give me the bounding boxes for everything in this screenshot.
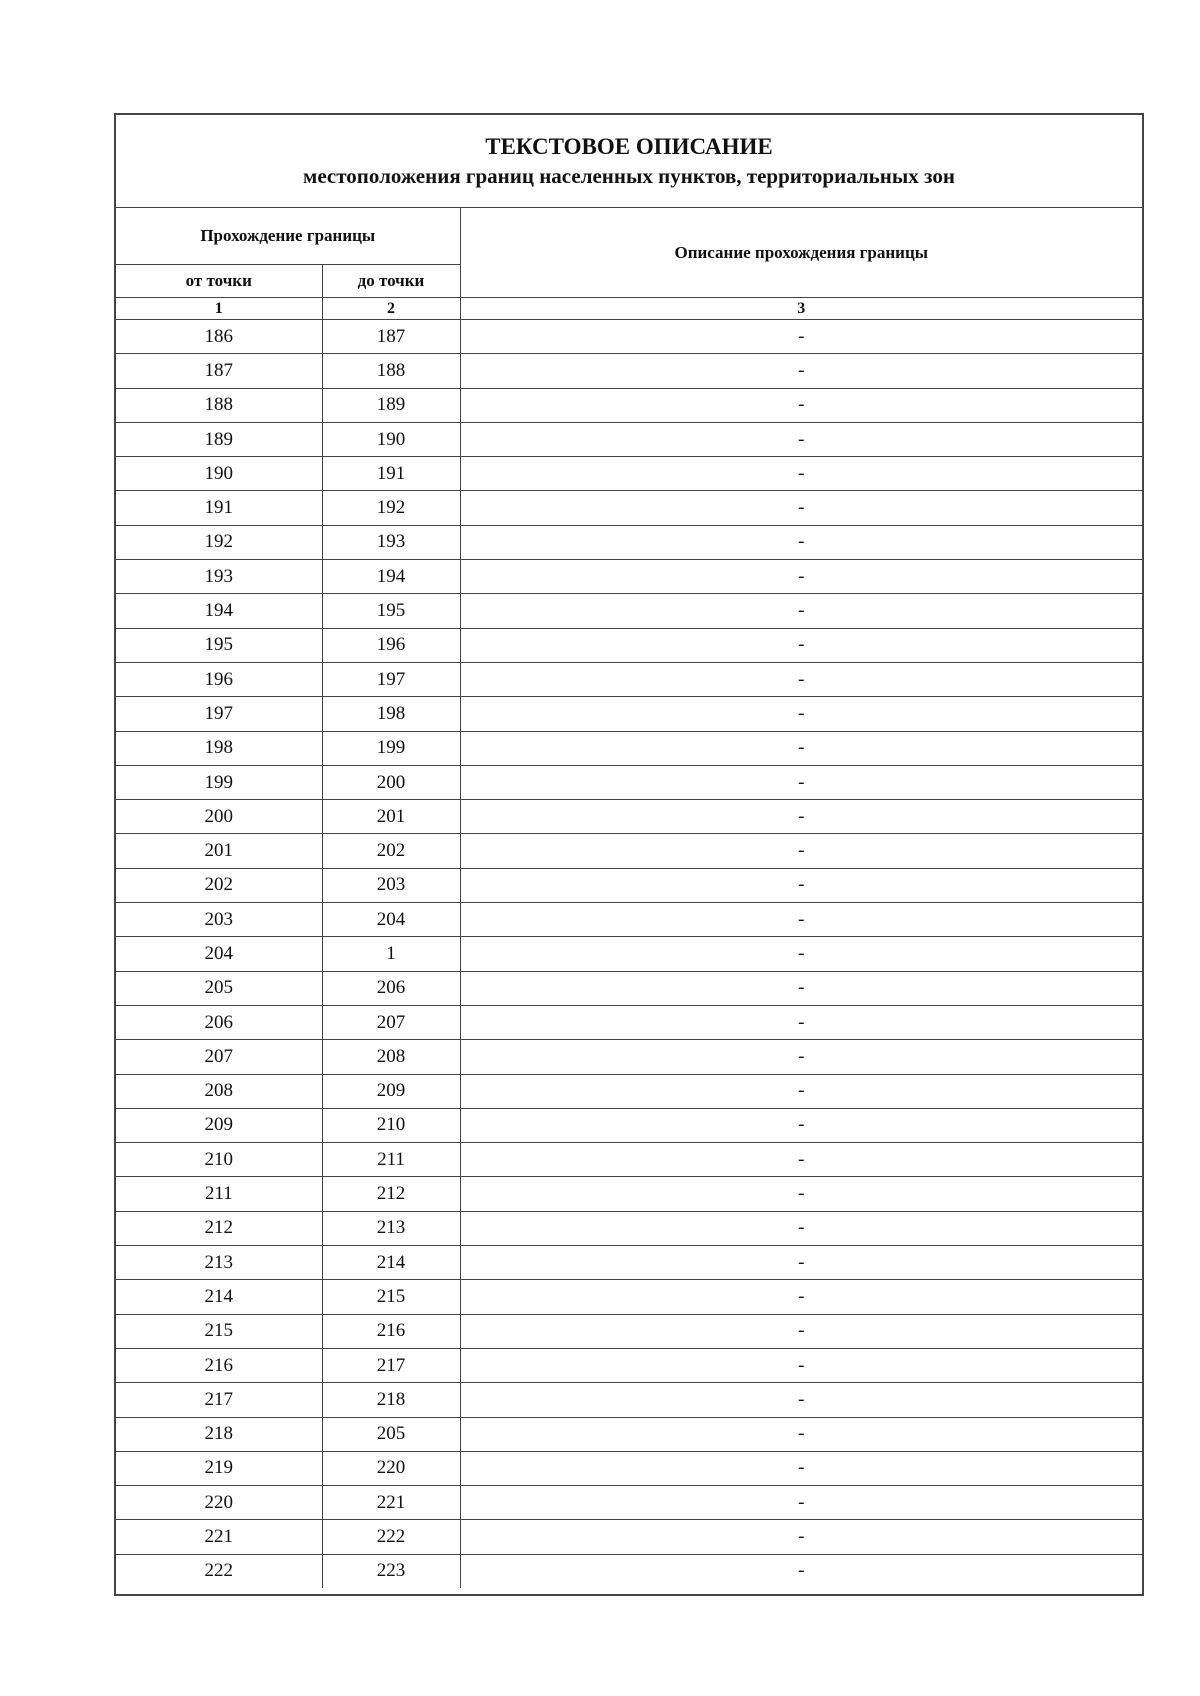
cell-to-point: 200 [322, 765, 460, 799]
cell-to-point: 218 [322, 1383, 460, 1417]
table-row [116, 868, 1142, 902]
cell-description: - [460, 1074, 1142, 1108]
cell-from-point: 214 [116, 1280, 322, 1314]
cell-description: - [460, 662, 1142, 696]
cell-to-point: 223 [322, 1554, 460, 1588]
table-row [116, 903, 1142, 937]
column-number-3: 3 [460, 298, 1142, 320]
cell-from-point: 219 [116, 1451, 322, 1485]
cell-from-point: 216 [116, 1348, 322, 1382]
table-row [116, 320, 1142, 354]
table-row [116, 1486, 1142, 1520]
cell-description: - [460, 1005, 1142, 1039]
document-title: ТЕКСТОВОЕ ОПИСАНИЕ [485, 134, 773, 159]
cell-to-point: 197 [322, 662, 460, 696]
cell-description: - [460, 628, 1142, 662]
table-row [116, 731, 1142, 765]
cell-from-point: 204 [116, 937, 322, 971]
cell-to-point: 1 [322, 937, 460, 971]
table-header [116, 208, 1142, 320]
header-to-point: до точки [322, 265, 460, 298]
table-row [116, 1280, 1142, 1314]
table-row [116, 662, 1142, 696]
cell-to-point: 221 [322, 1486, 460, 1520]
table-row [116, 1451, 1142, 1485]
cell-to-point: 190 [322, 422, 460, 456]
cell-from-point: 198 [116, 731, 322, 765]
cell-description: - [460, 1383, 1142, 1417]
cell-description: - [460, 457, 1142, 491]
table-row [116, 697, 1142, 731]
cell-description: - [460, 1348, 1142, 1382]
cell-from-point: 222 [116, 1554, 322, 1588]
cell-from-point: 205 [116, 971, 322, 1005]
cell-from-point: 197 [116, 697, 322, 731]
table-row [116, 560, 1142, 594]
table-row [116, 594, 1142, 628]
table-row [116, 1177, 1142, 1211]
cell-description: - [460, 697, 1142, 731]
cell-to-point: 195 [322, 594, 460, 628]
cell-from-point: 203 [116, 903, 322, 937]
table-row [116, 525, 1142, 559]
cell-to-point: 222 [322, 1520, 460, 1554]
cell-description: - [460, 422, 1142, 456]
boundary-table [116, 208, 1142, 1588]
cell-description: - [460, 1554, 1142, 1588]
cell-description: - [460, 800, 1142, 834]
cell-description: - [460, 1211, 1142, 1245]
cell-from-point: 201 [116, 834, 322, 868]
table-row [116, 1383, 1142, 1417]
table-row [116, 1074, 1142, 1108]
cell-to-point: 187 [322, 320, 460, 354]
title-block [116, 115, 1142, 208]
table-row [116, 388, 1142, 422]
header-from-point: от точки [116, 265, 322, 298]
cell-to-point: 205 [322, 1417, 460, 1451]
cell-from-point: 199 [116, 765, 322, 799]
cell-description: - [460, 1280, 1142, 1314]
cell-to-point: 191 [322, 457, 460, 491]
cell-to-point: 213 [322, 1211, 460, 1245]
cell-to-point: 211 [322, 1143, 460, 1177]
cell-description: - [460, 731, 1142, 765]
cell-from-point: 189 [116, 422, 322, 456]
cell-description: - [460, 1417, 1142, 1451]
table-row [116, 491, 1142, 525]
cell-description: - [460, 903, 1142, 937]
document-subtitle: местоположения границ населенных пунктов, территориальных зон [303, 164, 955, 188]
table-row [116, 834, 1142, 868]
cell-description: - [460, 1451, 1142, 1485]
table-row [116, 354, 1142, 388]
cell-from-point: 209 [116, 1108, 322, 1142]
cell-to-point: 196 [322, 628, 460, 662]
column-number-1: 1 [116, 298, 322, 320]
cell-to-point: 198 [322, 697, 460, 731]
cell-to-point: 193 [322, 525, 460, 559]
document-frame [114, 113, 1144, 1596]
table-body [116, 320, 1142, 1588]
table-row [116, 1005, 1142, 1039]
table-row [116, 1554, 1142, 1588]
cell-to-point: 220 [322, 1451, 460, 1485]
cell-from-point: 213 [116, 1246, 322, 1280]
table-row [116, 800, 1142, 834]
cell-to-point: 215 [322, 1280, 460, 1314]
cell-description: - [460, 1108, 1142, 1142]
cell-description: - [460, 937, 1142, 971]
cell-to-point: 217 [322, 1348, 460, 1382]
cell-to-point: 199 [322, 731, 460, 765]
table-row [116, 1417, 1142, 1451]
cell-from-point: 202 [116, 868, 322, 902]
cell-to-point: 202 [322, 834, 460, 868]
cell-from-point: 207 [116, 1040, 322, 1074]
cell-from-point: 206 [116, 1005, 322, 1039]
cell-from-point: 196 [116, 662, 322, 696]
cell-from-point: 193 [116, 560, 322, 594]
cell-description: - [460, 594, 1142, 628]
table-row [116, 937, 1142, 971]
cell-from-point: 195 [116, 628, 322, 662]
cell-description: - [460, 1486, 1142, 1520]
cell-to-point: 194 [322, 560, 460, 594]
cell-to-point: 209 [322, 1074, 460, 1108]
cell-to-point: 204 [322, 903, 460, 937]
cell-description: - [460, 525, 1142, 559]
cell-from-point: 188 [116, 388, 322, 422]
cell-description: - [460, 320, 1142, 354]
table-row [116, 1314, 1142, 1348]
cell-description: - [460, 1520, 1142, 1554]
cell-to-point: 188 [322, 354, 460, 388]
header-description: Описание прохождения границы [460, 208, 1142, 298]
cell-from-point: 220 [116, 1486, 322, 1520]
cell-to-point: 206 [322, 971, 460, 1005]
cell-description: - [460, 868, 1142, 902]
table-row [116, 1348, 1142, 1382]
cell-description: - [460, 560, 1142, 594]
cell-from-point: 186 [116, 320, 322, 354]
cell-description: - [460, 1143, 1142, 1177]
cell-to-point: 214 [322, 1246, 460, 1280]
cell-from-point: 217 [116, 1383, 322, 1417]
cell-from-point: 218 [116, 1417, 322, 1451]
cell-to-point: 192 [322, 491, 460, 525]
cell-from-point: 187 [116, 354, 322, 388]
cell-to-point: 216 [322, 1314, 460, 1348]
cell-to-point: 189 [322, 388, 460, 422]
table-row [116, 422, 1142, 456]
cell-from-point: 211 [116, 1177, 322, 1211]
table-row [116, 457, 1142, 491]
cell-from-point: 212 [116, 1211, 322, 1245]
cell-description: - [460, 388, 1142, 422]
cell-from-point: 200 [116, 800, 322, 834]
cell-description: - [460, 1040, 1142, 1074]
cell-from-point: 192 [116, 525, 322, 559]
table-row [116, 1108, 1142, 1142]
cell-from-point: 221 [116, 1520, 322, 1554]
cell-to-point: 203 [322, 868, 460, 902]
cell-description: - [460, 1177, 1142, 1211]
cell-description: - [460, 1246, 1142, 1280]
cell-from-point: 194 [116, 594, 322, 628]
table-row [116, 1246, 1142, 1280]
cell-from-point: 190 [116, 457, 322, 491]
table-row [116, 1143, 1142, 1177]
table-row [116, 1040, 1142, 1074]
cell-from-point: 191 [116, 491, 322, 525]
cell-to-point: 212 [322, 1177, 460, 1211]
cell-description: - [460, 834, 1142, 868]
table-row [116, 628, 1142, 662]
header-group-boundary: Прохождение границы [116, 208, 460, 265]
cell-from-point: 208 [116, 1074, 322, 1108]
table-row [116, 1520, 1142, 1554]
cell-from-point: 210 [116, 1143, 322, 1177]
cell-description: - [460, 1314, 1142, 1348]
cell-description: - [460, 491, 1142, 525]
table-row [116, 971, 1142, 1005]
table-row [116, 765, 1142, 799]
cell-to-point: 201 [322, 800, 460, 834]
cell-description: - [460, 765, 1142, 799]
cell-description: - [460, 971, 1142, 1005]
cell-to-point: 210 [322, 1108, 460, 1142]
cell-to-point: 208 [322, 1040, 460, 1074]
cell-from-point: 215 [116, 1314, 322, 1348]
table-row [116, 1211, 1142, 1245]
cell-to-point: 207 [322, 1005, 460, 1039]
column-number-2: 2 [322, 298, 460, 320]
cell-description: - [460, 354, 1142, 388]
